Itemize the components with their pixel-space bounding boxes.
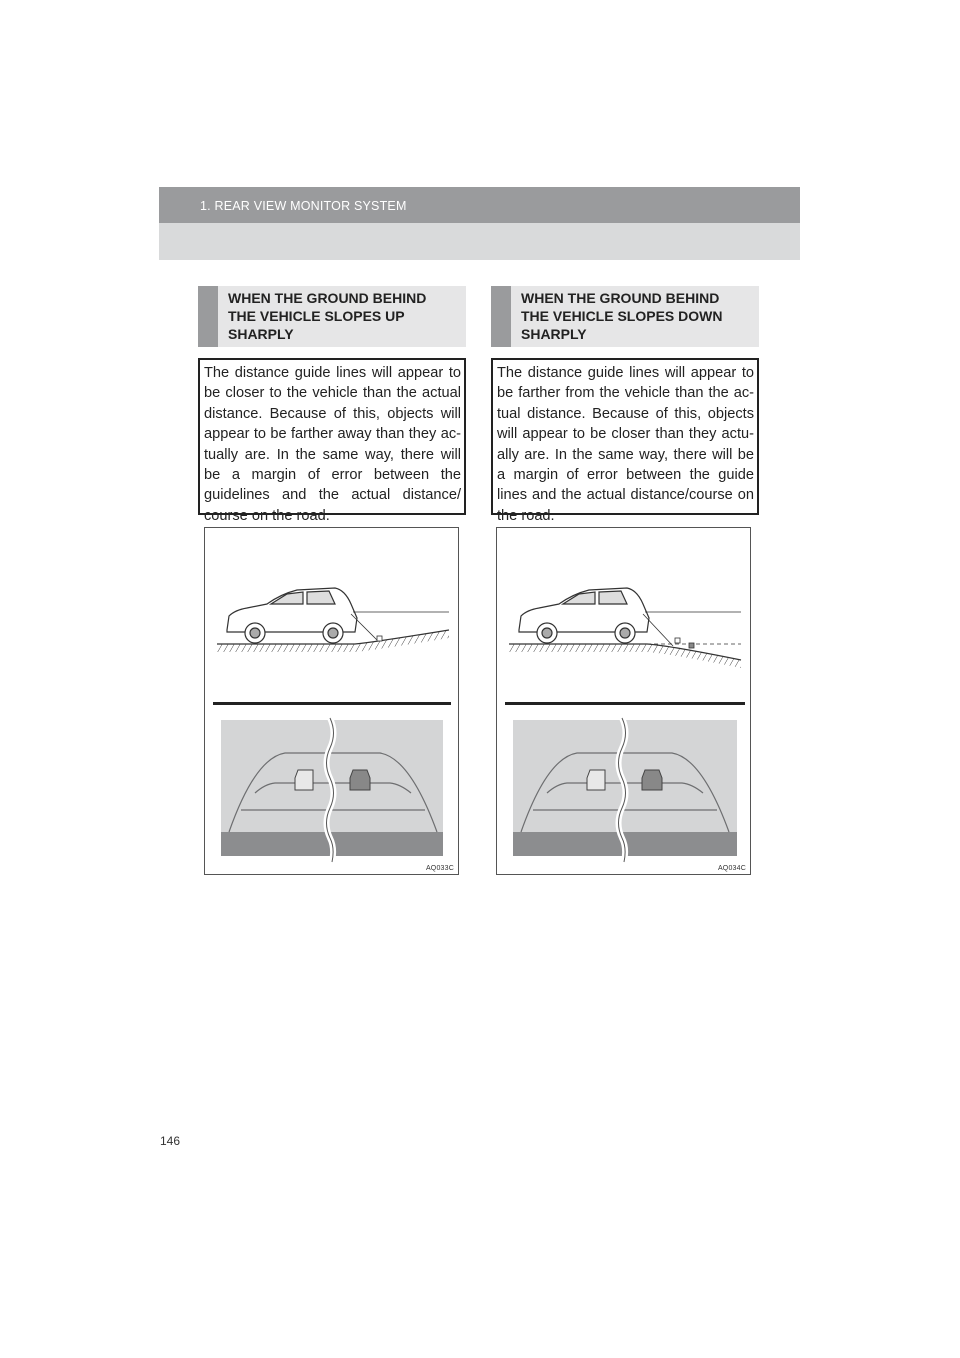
heading-tab (198, 286, 218, 347)
slope-up-heading (198, 286, 466, 347)
section-title: 1. REAR VIEW MONITOR SYSTEM (200, 199, 407, 213)
slope-down-heading (491, 286, 759, 347)
slope-down-title (521, 289, 751, 343)
slope-up-figure (204, 527, 459, 875)
title-line: THE VEHICLE SLOPES UP (228, 308, 405, 324)
slope-up-section (198, 286, 466, 524)
header-bar (159, 187, 800, 223)
title-line: WHEN THE GROUND BEHIND (521, 290, 720, 306)
heading-tab (491, 286, 511, 347)
monitor-view (513, 718, 737, 862)
car-side-view (227, 588, 357, 643)
header-sub-band (159, 223, 800, 260)
title-line: SHARPLY (521, 326, 587, 342)
slope-up-title (228, 289, 458, 343)
figure-code: AQ033C (425, 865, 454, 872)
page-number: 146 (160, 1134, 181, 1148)
slope-up-illustration (205, 528, 460, 876)
slope-down-figure (496, 527, 751, 875)
slope-down-section (491, 286, 759, 524)
slope-up-description: The distance guide lines will appear to be closer to the vehicle than the actual distance. Because of this, objects will appear to be farther away than they ac-tually are. In the same way, there will be a margin of error between the guidelines and the actual distance/ course on the road. (198, 358, 466, 515)
slope-down-description: The distance guide lines will appear to be farther from the vehicle than the ac-tual distance. Because of this, objects will appear to be closer than they actu-ally are. In the same way, there will be a margin of error between the guide lines and the actual distance/course on the road. (491, 358, 759, 515)
title-line: SHARPLY (228, 326, 294, 342)
figure-code: AQ034C (717, 865, 746, 872)
car-side-view (519, 588, 649, 643)
monitor-view (221, 718, 443, 862)
title-line: WHEN THE GROUND BEHIND (228, 290, 427, 306)
slope-down-illustration (497, 528, 752, 876)
title-line: THE VEHICLE SLOPES DOWN (521, 308, 723, 324)
